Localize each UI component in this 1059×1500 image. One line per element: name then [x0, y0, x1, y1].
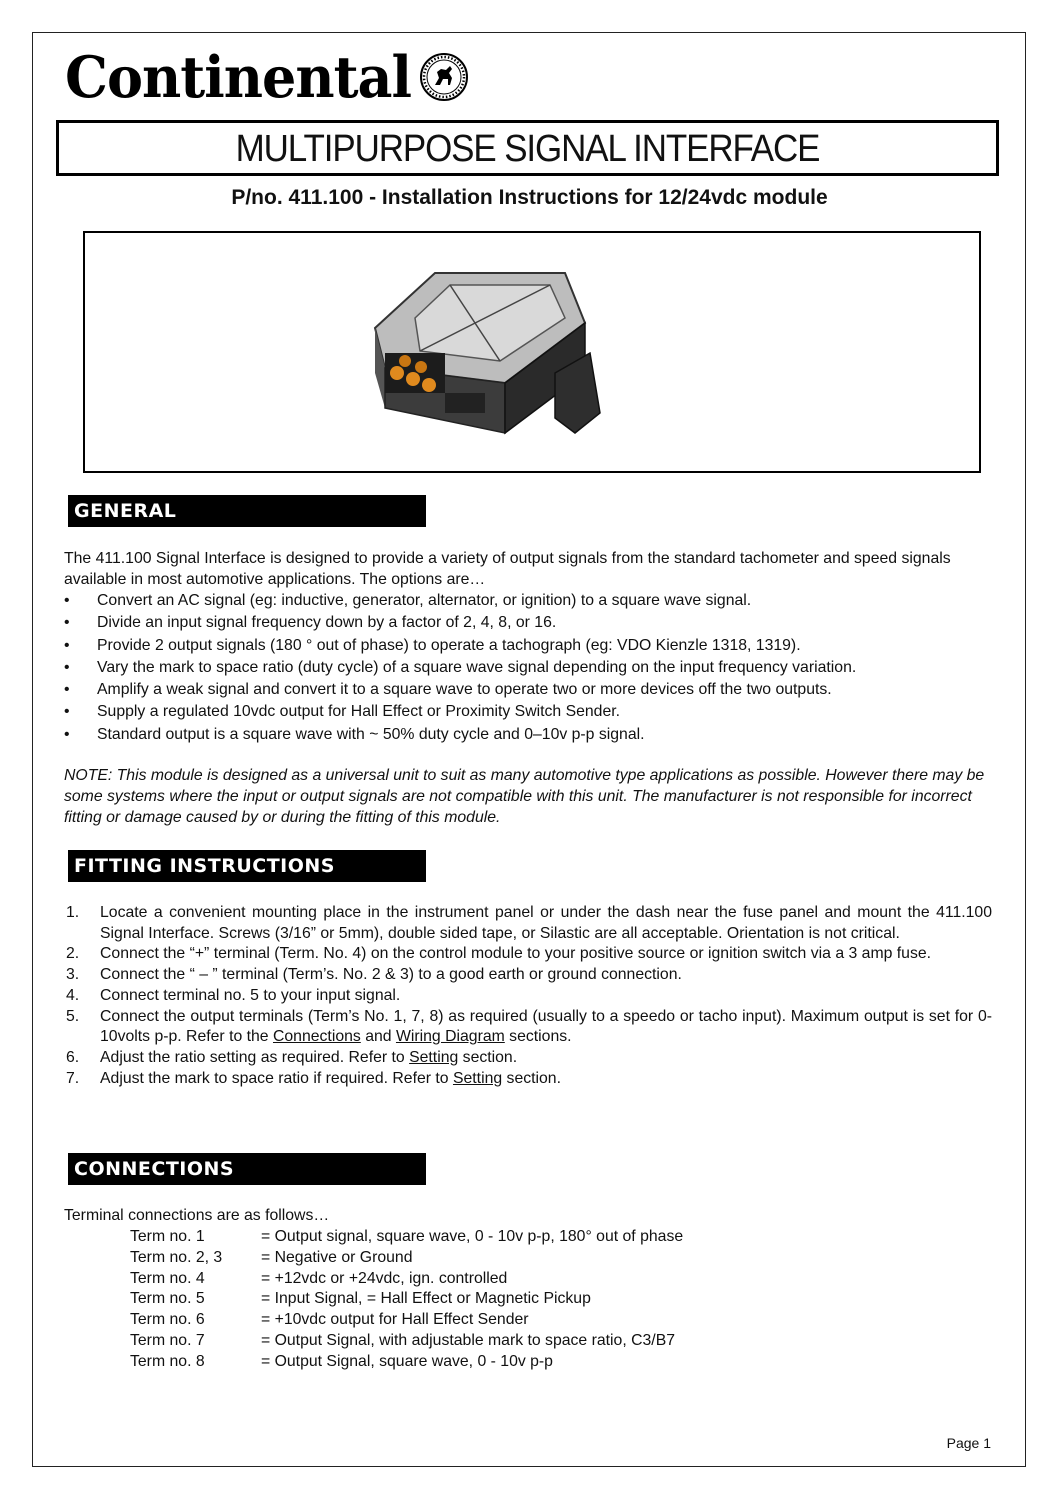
term-description: = +10vdc output for Hall Effect Sender — [261, 1311, 529, 1329]
module-product-image — [85, 233, 979, 471]
list-item: 1. Locate a convenient mounting place in the instrument panel or under the dash near the fuse panel and mount the 411.100 Signal Interface. Screws (3/16” or 5mm), double sided tape, or Silastic are all acceptable. Orientation is not critical. — [66, 904, 992, 942]
fitting-heading: FITTING INSTRUCTIONS — [64, 850, 426, 882]
list-item: • Provide 2 output signals (180 ° out of phase) to operate a tachograph (eg: VDO Kienzle 1318, 1319). — [64, 635, 1004, 657]
title-box — [56, 120, 999, 176]
list-item: • Standard output is a square wave with ~ 50% duty cycle and 0–10v p-p signal. — [64, 724, 1004, 746]
table-row — [130, 1331, 683, 1352]
term-description: = Output Signal, square wave, 0 - 10v p-p — [261, 1352, 553, 1370]
table-row — [130, 1352, 683, 1373]
list-item: 5. Connect the output terminals (Term’s No. 1, 7, 8) as required (usually to a speedo or tacho input). Maximum output is set for 0-10volts p-p. Refer to the Connections and Wiring Diagram sections. — [66, 1007, 992, 1046]
list-item: 6. Adjust the ratio setting as required. Refer to Setting section. — [66, 1048, 518, 1066]
term-label: Term no. 1 — [130, 1228, 205, 1245]
list-item: 2. Connect the “+” terminal (Term. No. 4) on the control module to your positive source or ignition switch via a 3 amp fuse. — [66, 945, 932, 963]
term-description: = +12vdc or +24vdc, ign. controlled — [261, 1269, 508, 1287]
term-description: = Negative or Ground — [261, 1248, 413, 1266]
list-item: • Vary the mark to space ratio (duty cycle) of a square wave signal depending on the input frequency variation. — [64, 657, 1004, 679]
table-row — [130, 1269, 683, 1290]
horse-emblem-icon — [419, 52, 469, 102]
general-bullet-list — [64, 590, 1004, 746]
connections-intro: Terminal connections are as follows… — [64, 1207, 330, 1224]
list-item: 7. Adjust the mark to space ratio if required. Refer to Setting section. — [66, 1069, 561, 1087]
page-number: Page 1 — [946, 1435, 991, 1451]
list-item: • Amplify a weak signal and convert it to a square wave to operate two or more devices off the two outputs. — [64, 679, 1004, 701]
disclaimer-note: NOTE: This module is designed as a universal unit to suit as many automotive type applications as possible. However there may be some systems where the input or output signals are not compatible with this unit. The manufacturer is not responsible for incorrect fitting or damage caused by or during the fitting of this module. — [64, 767, 985, 826]
fitting-steps-list — [66, 903, 992, 1089]
list-item: 3. Connect the “ – ” terminal (Term’s. No. 2 & 3) to a good earth or ground connection. — [66, 966, 682, 984]
list-item: • Divide an input signal frequency down by a factor of 2, 4, 8, or 16. — [64, 612, 1004, 634]
term-description: = Output signal, square wave, 0 - 10v p-p, 180° out of phase — [261, 1228, 684, 1245]
term-description: = Input Signal, = Hall Effect or Magnetic Pickup — [261, 1290, 591, 1308]
term-description: = Output Signal, with adjustable mark to space ratio, C3/B7 — [261, 1331, 676, 1349]
list-item: • Convert an AC signal (eg: inductive, generator, alternator, or ignition) to a square wave signal. — [64, 590, 1004, 612]
continental-logo — [65, 42, 469, 112]
term-label: Term no. 4 — [130, 1269, 205, 1287]
table-row — [130, 1310, 683, 1331]
setting-link[interactable]: Setting — [409, 1048, 459, 1066]
setting-link[interactable]: Setting — [452, 1069, 503, 1087]
table-row — [130, 1248, 683, 1269]
term-label: Term no. 2, 3 — [130, 1248, 223, 1266]
term-label: Term no. 6 — [130, 1311, 205, 1329]
connections-heading: CONNECTIONS — [64, 1153, 426, 1185]
terminal-connections-list — [130, 1227, 683, 1373]
list-item: • Supply a regulated 10vdc output for Hall Effect or Proximity Switch Sender. — [64, 701, 1004, 723]
table-row — [130, 1289, 683, 1310]
term-label: Term no. 7 — [130, 1331, 205, 1349]
table-row — [130, 1227, 683, 1248]
term-label: Term no. 8 — [130, 1352, 205, 1370]
wiring-diagram-link[interactable]: Wiring Diagram — [395, 1028, 505, 1046]
page-title: MULTIPURPOSE SIGNAL INTERFACE — [235, 128, 820, 170]
logo-wordmark: Continental — [65, 43, 412, 111]
list-item: 4. Connect terminal no. 5 to your input signal. — [66, 986, 401, 1004]
term-label: Term no. 5 — [130, 1290, 205, 1308]
connections-link[interactable]: Connections — [272, 1028, 361, 1046]
page-subtitle: P/no. 411.100 - Installation Instructions for 12/24vdc module — [231, 186, 828, 209]
general-intro: The 411.100 Signal Interface is designed to provide a variety of output signals from the standard tachometer and speed signals available in most automotive applications. The options are… — [64, 550, 951, 588]
general-heading: GENERAL — [64, 495, 426, 527]
product-image-frame — [83, 231, 981, 473]
